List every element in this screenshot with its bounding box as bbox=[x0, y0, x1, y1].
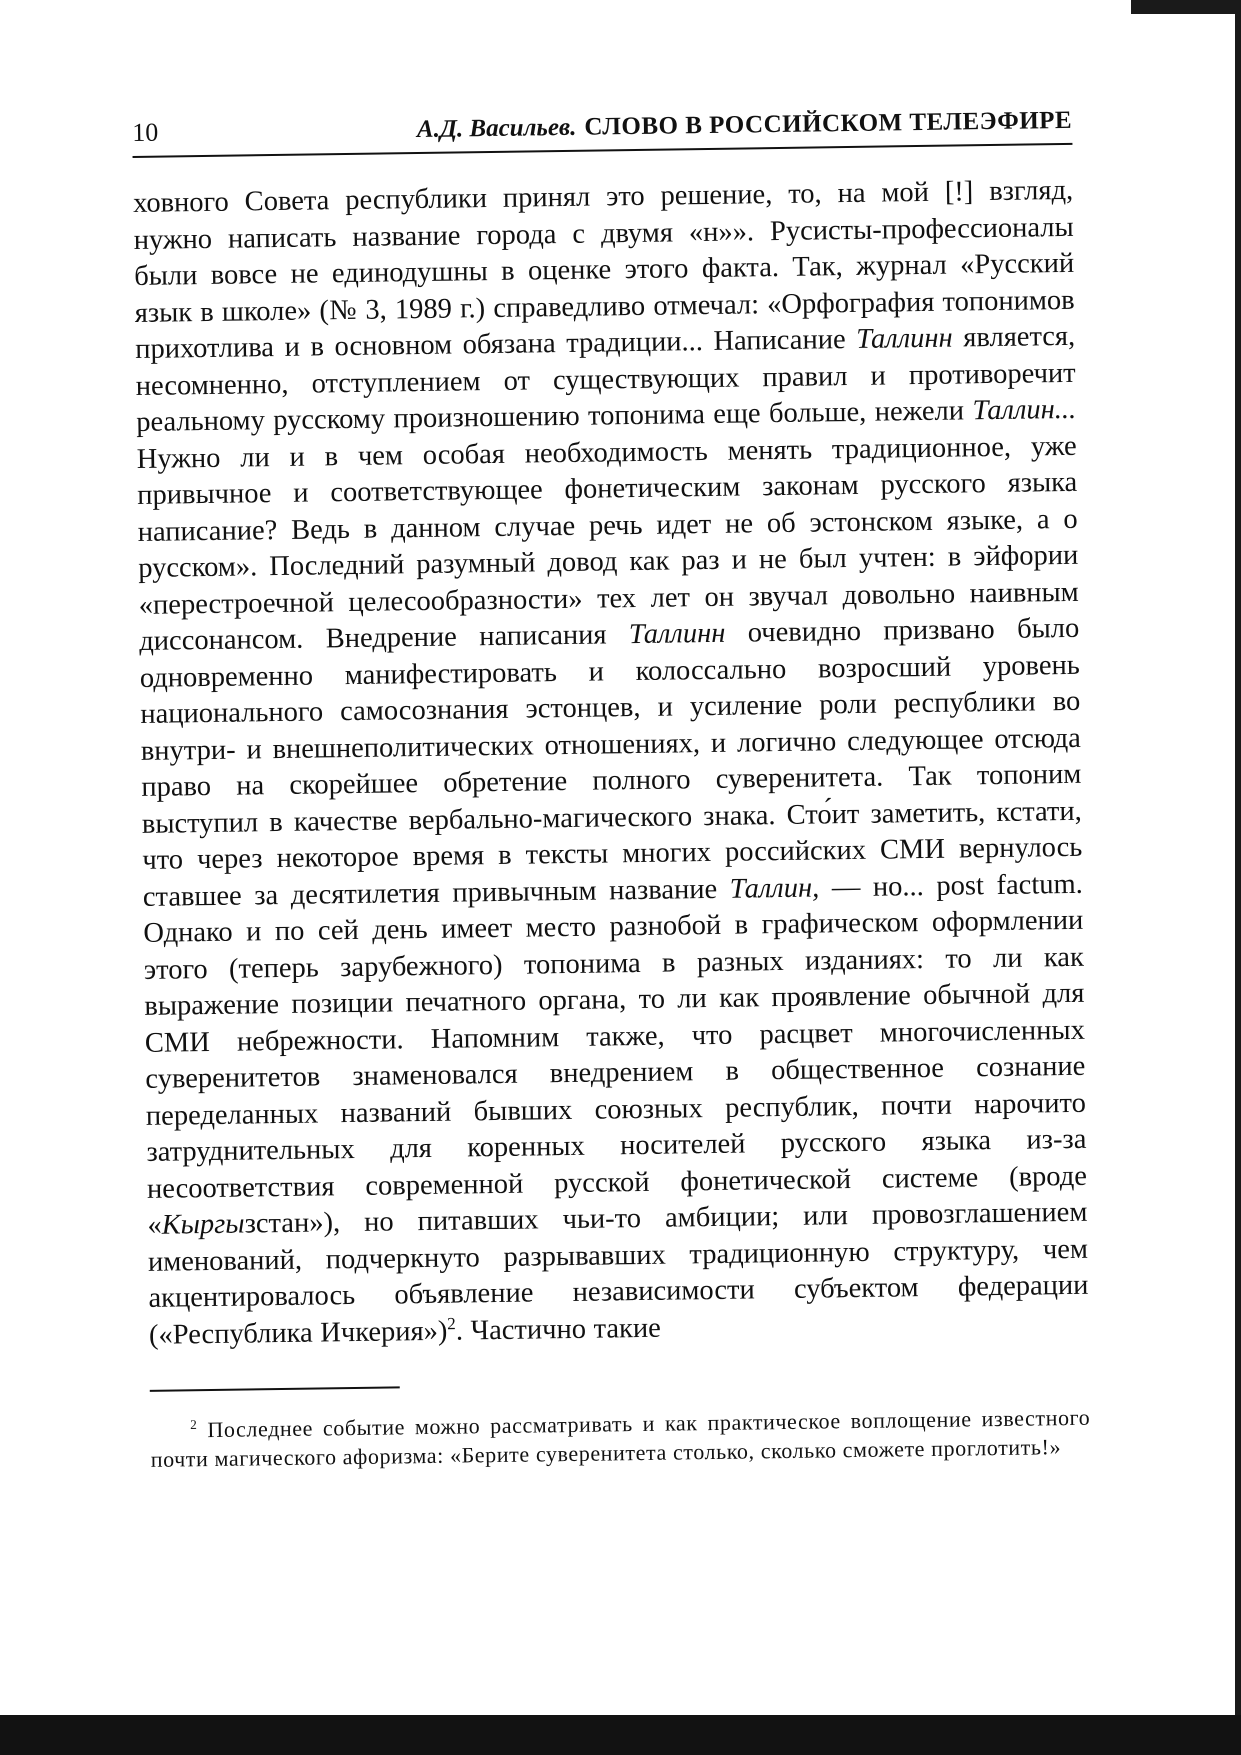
running-header bbox=[132, 105, 1072, 158]
running-work-title: СЛОВО В РОССИЙСКОМ ТЕЛЕЭФИРЕ bbox=[584, 106, 1073, 141]
italic-term: Таллинн bbox=[628, 617, 726, 651]
book-page bbox=[132, 105, 1091, 1474]
italic-term: Таллинн bbox=[856, 322, 953, 355]
footnote bbox=[150, 1403, 1091, 1474]
running-author: А.Д. Васильев. bbox=[416, 113, 577, 144]
scan-border-top bbox=[1131, 0, 1241, 14]
text-run: — но... post factum. Однако и по сей день имеет место разнобой в графическом оформлении этого (теперь зарубежного) топонима в разных изданиях: то ли как выражение позиции печатного органа, то ли как проявление обычной для СМИ небрежности. Напомним также, что расцвет многочисленных суверенитетов знаменовался внедрением в общественное сознание переделанных названий бывших союзных республик, почти нарочито затруднительных для коренных носителей русского языка из-за несоответствия современной русской фонетической системе (вроде « bbox=[143, 868, 1088, 1241]
text-run: Нужно ли и в чем особая необходимость менять традиционное, уже привычное и соответствующее фонетическим законам русского языка написание? Ведь в данном случае речь идет не об эстонском языке, а о русском». Последний разумный довод как раз и не был учтен: в эйфории «перестроечной целесообразности» тех лет он звучал довольно наивным диссонансом. Внедрение написания bbox=[136, 430, 1079, 657]
page-number: 10 bbox=[132, 117, 159, 147]
footnote-marker: 2 bbox=[190, 1416, 198, 1432]
text-run: очевидно призвано было одновременно манифестировать и колоссально возросший уровень национального самосознания эстонцев, и усиление роли республики во внутри- и внешнеполитических отношениях, и логично следующее отсюда право на скорейшее обретение полного суверенитета. Так топоним выступил в качестве вербально-магического знака. Сто́ит заметить, кстати, что через некоторое время в тексты многих российских СМИ вернулось ставшее за десятилетия привычным название bbox=[139, 612, 1083, 913]
italic-term: Таллин, bbox=[729, 871, 820, 905]
text-run: ховного Совета республики принял это решение, то, на мой [!] взгляд, нужно написать название города с двумя «н»». Русисты-профессионалы были вовсе не единодушны в оценке этого факта. Так, журнал «Русский язык в школе» (№ 3, 1989 г.) справедливо отмечал: «Орфография топонимов прихотлива и в основном обязана традиции... Написание bbox=[132, 174, 1075, 365]
scan-border-right bbox=[1235, 0, 1241, 1755]
text-run: зстан»), но питавших чьи-то амбиции; или провозглашением именований, подчеркнуто разрывавших традиционную структуру, чем акцентировалось объявление независимости субъектом федерации («Республика Ичкерия») bbox=[147, 1196, 1089, 1351]
footnote-text: Последнее событие можно рассматривать и как практическое воплощение известного почти магического афоризма: «Берите суверенитета столько, сколько сможете проглотить!» bbox=[150, 1404, 1091, 1472]
running-title bbox=[417, 107, 1073, 144]
italic-term: Кыргы bbox=[161, 1208, 245, 1241]
footnote-reference[interactable]: 2 bbox=[447, 1313, 456, 1333]
footnote-divider bbox=[150, 1386, 400, 1391]
body-paragraph bbox=[133, 173, 1089, 1354]
text-run: . Частично такие bbox=[455, 1312, 662, 1347]
italic-term: Таллин... bbox=[972, 393, 1077, 427]
scan-border-bottom bbox=[0, 1715, 1241, 1755]
text-run: является, несомненно, отступлением от существующих правил и противоречит реальному русскому произношению топонима еще больше, нежели bbox=[135, 320, 1076, 438]
